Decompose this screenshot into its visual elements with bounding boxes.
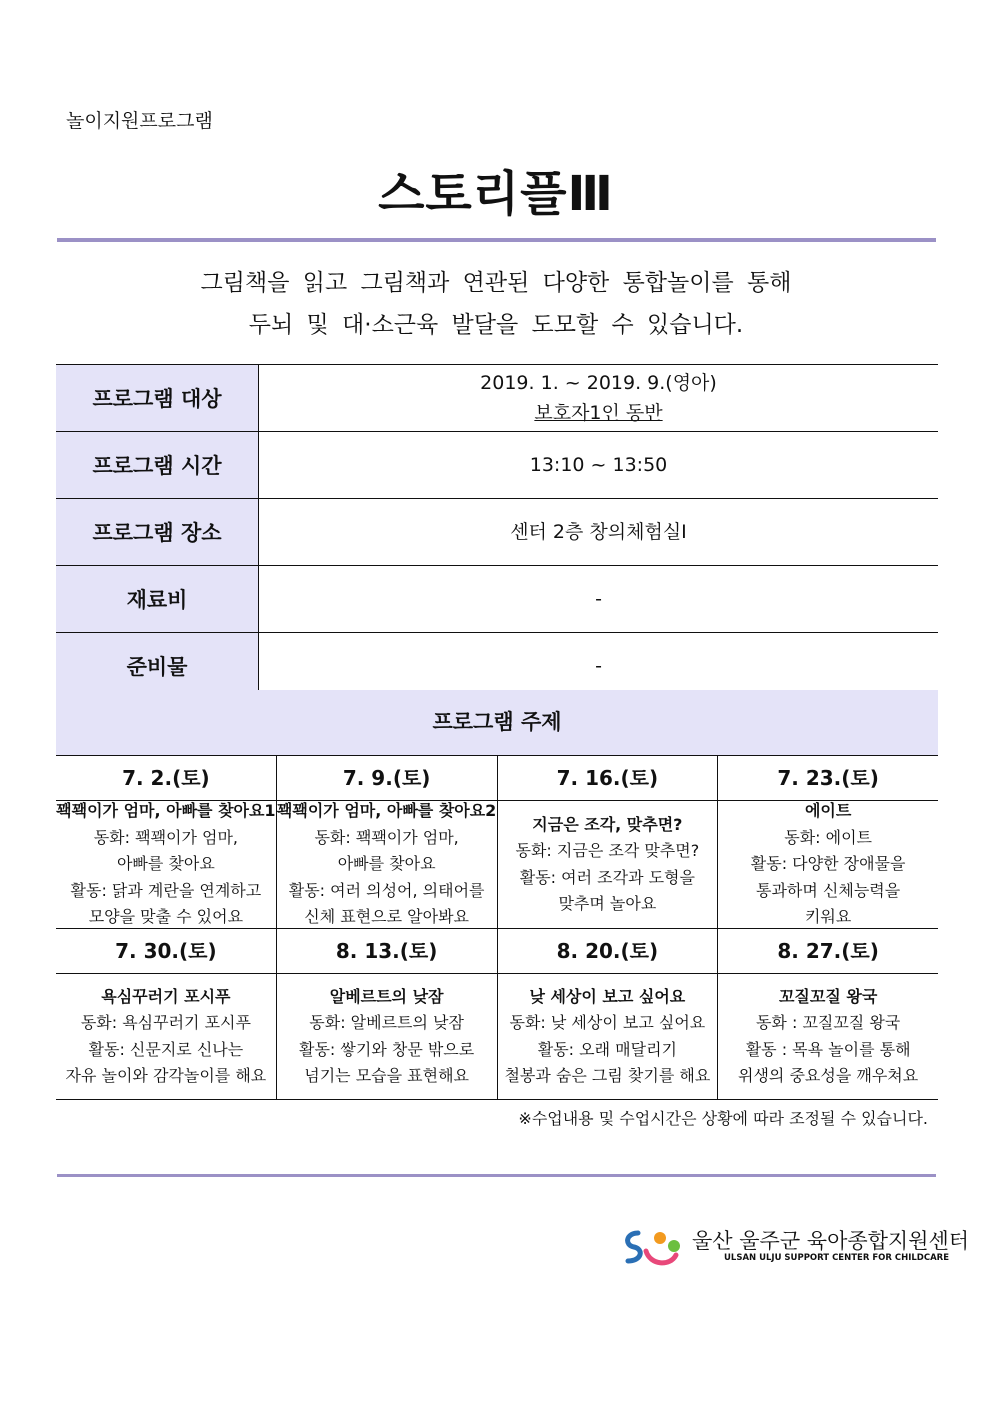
theme-line: 활동: 쌓기와 창문 밖으로 [299, 1039, 475, 1059]
theme-date: 7. 16.(토) [498, 756, 719, 800]
theme-line: 동화: 지금은 조각 맞추면? [515, 841, 700, 860]
theme-line: 넘기는 모습을 표현해요 [304, 1066, 469, 1085]
center-logo [620, 1225, 970, 1270]
theme-topic: 꼬질꼬질 왕국 [778, 986, 878, 1006]
theme-line: 아빠를 찾아요 [337, 854, 436, 874]
themes-heading: 프로그램 주제 [56, 690, 938, 756]
center-name-english: ULSAN ULJU SUPPORT CENTER FOR CHILDCARE [724, 1253, 950, 1263]
top-divider [57, 238, 936, 242]
program-intro [0, 262, 992, 346]
theme-cell [498, 974, 719, 1099]
theme-content-row-2 [56, 974, 938, 1099]
bottom-divider [57, 1174, 936, 1177]
theme-date: 7. 30.(토) [56, 929, 277, 973]
place-value: 센터 2층 창의체험실Ⅰ [259, 499, 939, 566]
theme-line: 자유 놀이와 감각놀이를 해요 [65, 1066, 267, 1085]
theme-line: 활동: 신문지로 신나는 [88, 1039, 244, 1059]
fee-value: - [259, 566, 939, 633]
theme-line: 동화: 욕심꾸러기 포시푸 [80, 1013, 251, 1032]
theme-line: 철봉과 숨은 그림 찾기를 해요 [504, 1066, 711, 1085]
table-bottom-border [56, 1099, 938, 1100]
theme-line: 모양을 맞출 수 있어요 [88, 907, 244, 927]
theme-line: 통과하며 신체능력을 [756, 880, 901, 900]
theme-line: 활동: 닭과 계란을 연계하고 [70, 880, 262, 900]
program-info-table [56, 364, 938, 700]
theme-line: 활동: 오래 매달리기 [537, 1039, 677, 1059]
fee-label: 재료비 [56, 566, 259, 633]
theme-line: 활동: 여러 의성어, 의태어를 [288, 880, 485, 900]
info-row-target [56, 365, 938, 432]
theme-dates-row-2 [56, 929, 938, 973]
theme-topic: 낮 세상이 보고 싶어요 [529, 986, 686, 1006]
program-category: 놀이지원프로그램 [66, 110, 213, 132]
time-value: 13:10 ~ 13:50 [259, 432, 939, 499]
theme-line: 동화: 에이트 [784, 827, 872, 847]
theme-dates-row-1 [56, 756, 938, 800]
intro-line-2: 두뇌 및 대·소근육 발달을 도모할 수 있습니다. [248, 312, 744, 338]
theme-cell [56, 974, 277, 1099]
target-guardian: 보호자1인 동반 [534, 402, 663, 424]
theme-line: 신체 표현으로 알아봐요 [304, 907, 469, 927]
theme-line: 활동 : 목욕 놀이를 통해 [745, 1039, 911, 1059]
theme-date: 7. 9.(토) [277, 756, 498, 800]
info-row-fee [56, 566, 938, 633]
theme-date: 7. 23.(토) [777, 766, 879, 790]
theme-topic: 꽥꽥이가 엄마, 아빠를 찾아요2 [276, 801, 497, 821]
theme-topic: 에이트 [804, 801, 852, 821]
time-label: 프로그램 시간 [56, 432, 259, 499]
theme-line: 동화: 낮 세상이 보고 싶어요 [509, 1013, 706, 1032]
theme-line: 아빠를 찾아요 [116, 854, 215, 874]
center-logo-mark [620, 1225, 688, 1270]
supplies-value: - [259, 633, 939, 700]
theme-topic: 알베르트의 낮잠 [329, 986, 444, 1006]
schedule-note: ※수업내용 및 수업시간은 상황에 따라 조정될 수 있습니다. [518, 1109, 928, 1128]
page-title: 스토리플Ⅲ [378, 166, 614, 222]
place-label: 프로그램 장소 [56, 499, 259, 566]
theme-line: 키워요 [804, 907, 852, 927]
theme-topic: 욕심꾸러기 포시푸 [101, 986, 231, 1006]
supplies-label: 준비물 [56, 633, 259, 700]
target-label: 프로그램 대상 [56, 365, 259, 432]
center-name-korean: 울산 울주군 육아종합지원센터 [692, 1229, 970, 1253]
theme-cell [277, 974, 498, 1099]
theme-content-row-1 [56, 801, 938, 928]
target-value [259, 365, 939, 432]
theme-cell [498, 801, 719, 928]
theme-topic: 지금은 조각, 맞추면? [532, 814, 683, 834]
theme-date: 8. 20.(토) [498, 929, 719, 973]
theme-line: 동화: 꽥꽥이가 엄마, [314, 827, 459, 847]
theme-date: 8. 27.(토) [777, 939, 879, 963]
target-period: 2019. 1. ~ 2019. 9.(영아) [480, 372, 717, 394]
info-row-place [56, 499, 938, 566]
theme-line: 위생의 중요성을 깨우쳐요 [738, 1066, 919, 1085]
theme-cell [56, 801, 277, 928]
theme-line: 활동: 여러 조각과 도형을 [519, 867, 695, 887]
theme-topic: 꽥꽥이가 엄마, 아빠를 찾아요1 [56, 801, 276, 821]
theme-line: 활동: 다양한 장애물을 [750, 854, 906, 874]
theme-cell [718, 801, 938, 928]
theme-line: 동화: 알베르트의 낮잠 [309, 1013, 464, 1032]
theme-line: 동화 : 꼬질꼬질 왕국 [755, 1013, 901, 1032]
theme-date: 8. 13.(토) [277, 929, 498, 973]
theme-line: 맞추며 놀아요 [558, 894, 657, 913]
theme-line: 동화: 꽥꽥이가 엄마, [93, 827, 239, 847]
intro-line-1: 그림책을 읽고 그림책과 연관된 다양한 통합놀이를 통해 [200, 270, 792, 296]
info-row-time [56, 432, 938, 499]
theme-date: 7. 2.(토) [56, 756, 277, 800]
theme-cell [277, 801, 498, 928]
theme-cell [718, 974, 938, 1099]
